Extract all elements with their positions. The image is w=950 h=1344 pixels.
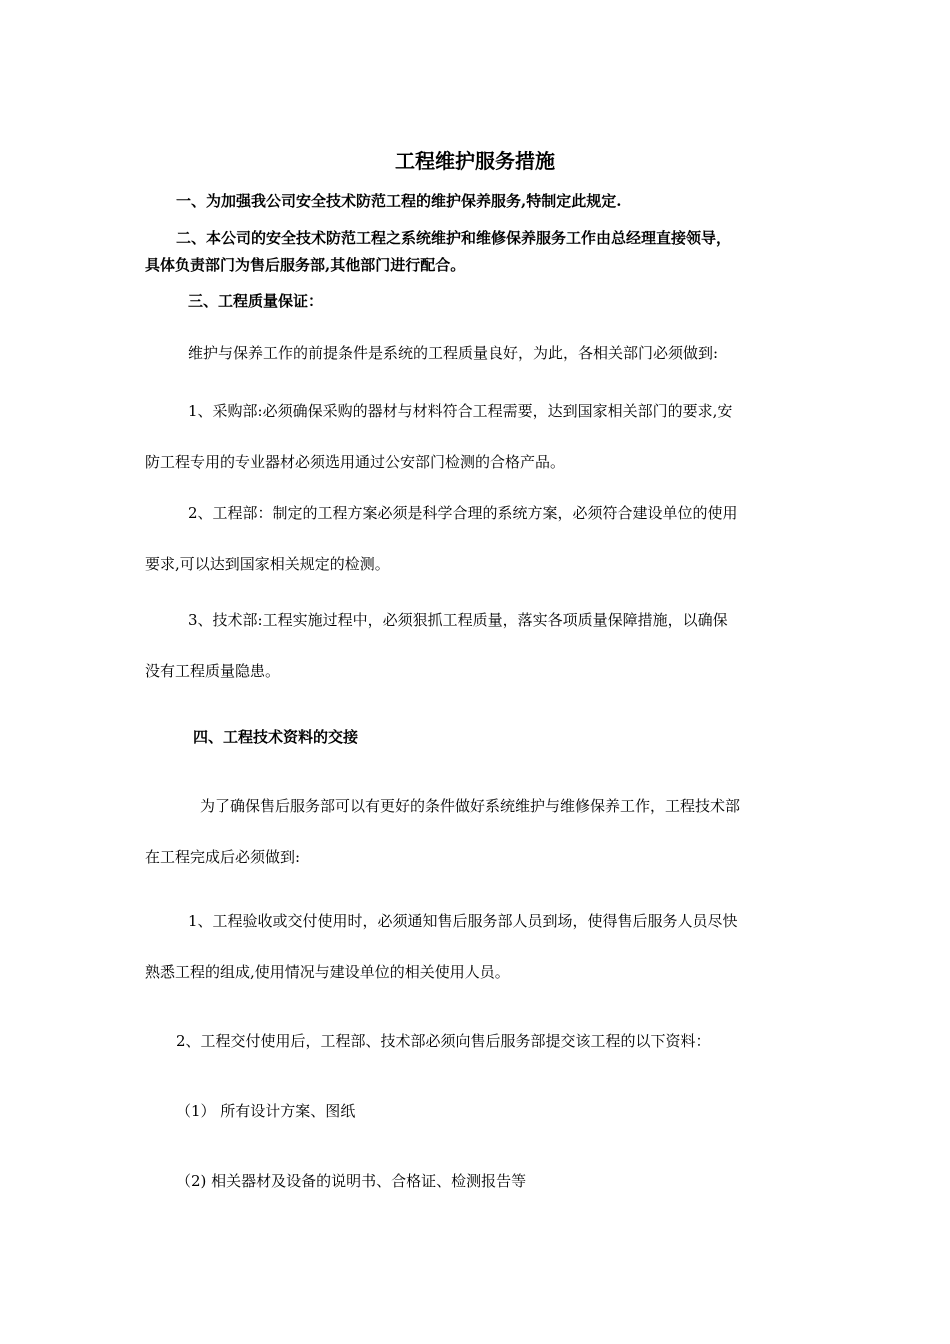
- section-4-item-2-sub-1: （1） 所有设计方案、图纸: [176, 1102, 356, 1120]
- section-3-item-3-line-2: 没有工程质量隐患。: [145, 662, 281, 680]
- section-4-intro-line-2: 在工程完成后必须做到:: [145, 848, 301, 866]
- section-3-item-1-line-1: 1、采购部:必须确保采购的器材与材料符合工程需要，达到国家相关部门的要求,安: [188, 402, 733, 420]
- section-3-intro: 维护与保养工作的前提条件是系统的工程质量良好，为此，各相关部门必须做到:: [188, 344, 719, 362]
- document-title: 工程维护服务措施: [395, 149, 555, 173]
- section-4-heading: 四、工程技术资料的交接: [193, 728, 359, 746]
- section-4-item-1-line-1: 1、工程验收或交付使用时，必须通知售后服务部人员到场，使得售后服务人员尽快: [188, 912, 738, 930]
- section-2-text-line-1: 二、本公司的安全技术防范工程之系统维护和维修保养服务工作由总经理直接领导，: [176, 229, 732, 247]
- section-4-item-2-sub-2: （2) 相关器材及设备的说明书、合格证、检测报告等: [176, 1172, 527, 1190]
- section-3-item-2-line-1: 2、工程部：制定的工程方案必须是科学合理的系统方案，必须符合建设单位的使用: [188, 504, 738, 522]
- section-3-item-3-line-1: 3、技术部:工程实施过程中，必须狠抓工程质量，落实各项质量保障措施，以确保: [188, 611, 728, 629]
- section-4-item-1-line-2: 熟悉工程的组成,使用情况与建设单位的相关使用人员。: [145, 963, 510, 981]
- section-3-heading: 三、工程质量保证：: [188, 292, 324, 310]
- section-3-item-1-line-2: 防工程专用的专业器材必须选用通过公安部门检测的合格产品。: [145, 453, 566, 471]
- section-1-text: 一、为加强我公司安全技术防范工程的维护保养服务,特制定此规定.: [176, 192, 622, 210]
- section-2-text-line-2: 具体负责部门为售后服务部,其他部门进行配合。: [145, 256, 466, 274]
- section-3-item-2-line-2: 要求,可以达到国家相关规定的检测。: [145, 555, 390, 573]
- section-4-item-2: 2、工程交付使用后，工程部、技术部必须向售后服务部提交该工程的以下资料：: [176, 1032, 711, 1050]
- section-4-intro-line-1: 为了确保售后服务部可以有更好的条件做好系统维护与维修保养工作，工程技术部: [200, 797, 741, 815]
